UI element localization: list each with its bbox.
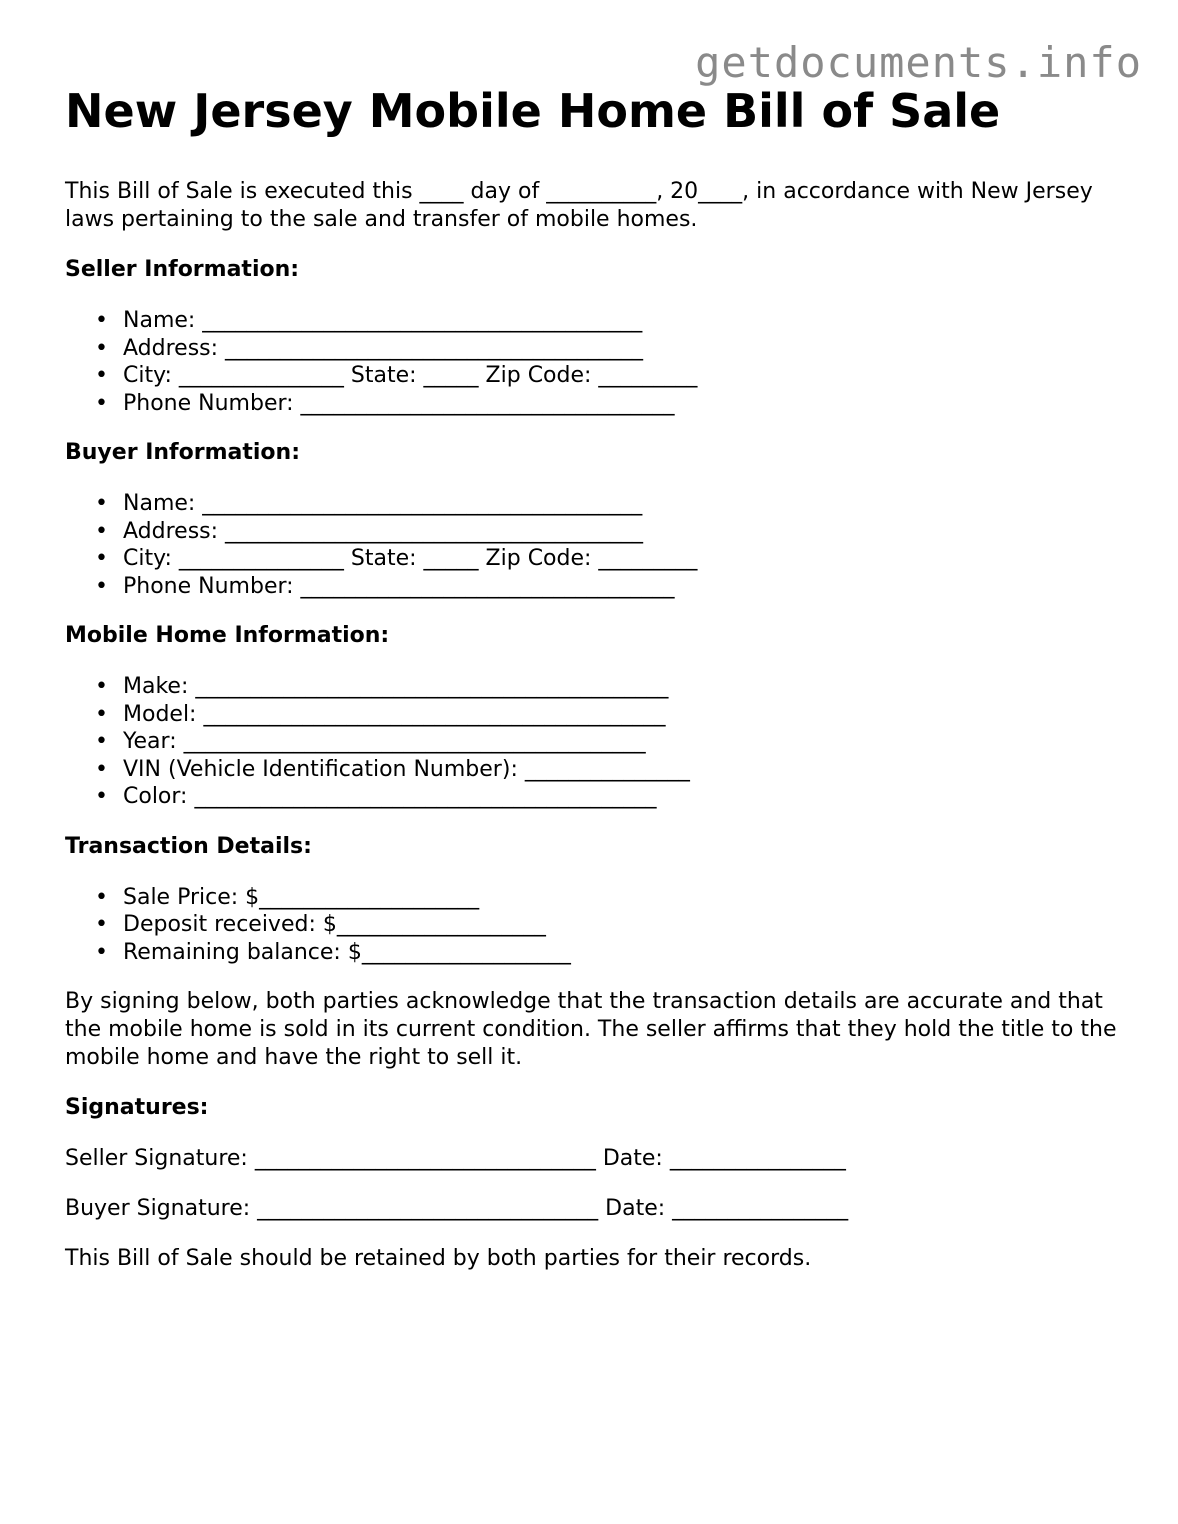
seller-signature-line: Seller Signature: _______________________________ Date: ________________ [65,1146,846,1171]
buyer-information-list [65,490,1125,600]
mobile-home-make-field: • Make: ___________________________________________ [65,673,1125,701]
watermark: getdocuments.info [695,38,1142,87]
closing-paragraph: This Bill of Sale should be retained by both parties for their records. [65,1246,812,1271]
seller-city-state-zip-field: • City: _______________ State: _____ Zip Code: _________ [65,362,1125,390]
document-title: New Jersey Mobile Home Bill of Sale [65,84,1001,138]
buyer-information-heading: Buyer Information: [65,440,300,465]
seller-phone-field: • Phone Number: __________________________________ [65,390,1125,418]
transaction-details-heading: Transaction Details: [65,833,312,859]
seller-address-field: • Address: ______________________________________ [65,335,1125,363]
remaining-balance-field: • Remaining balance: $___________________ [65,939,1125,967]
seller-information-heading: Seller Information: [65,257,300,282]
mobile-home-year-field: • Year: __________________________________________ [65,728,1125,756]
document-page [65,80,1125,1273]
signatures-heading: Signatures: [65,1095,209,1120]
sale-price-field: • Sale Price: $____________________ [65,884,1125,912]
mobile-home-color-field: • Color: __________________________________________ [65,783,1125,811]
buyer-signature-line: Buyer Signature: _______________________________ Date: ________________ [65,1196,849,1221]
intro-paragraph: This Bill of Sale is executed this ____ day of __________, 20____, in accordance with New Jersey laws pertaining to the sale and transfer of mobile homes. [65,179,1093,232]
buyer-city-state-zip-field: • City: _______________ State: _____ Zip Code: _________ [65,545,1125,573]
mobile-home-information-list [65,673,1125,811]
buyer-phone-field: • Phone Number: __________________________________ [65,573,1125,601]
mobile-home-model-field: • Model: __________________________________________ [65,701,1125,729]
transaction-details-list [65,884,1125,967]
acknowledgement-paragraph: By signing below, both parties acknowledge that the transaction details are accurate and that the mobile home is sold in its current condition. The seller affirms that they hold the title to the mobile home and have the right to sell it. [65,989,1117,1070]
seller-name-field: • Name: ________________________________________ [65,307,1125,335]
mobile-home-information-heading: Mobile Home Information: [65,623,390,648]
seller-information-list [65,307,1125,417]
buyer-address-field: • Address: ______________________________________ [65,518,1125,546]
buyer-name-field: • Name: ________________________________________ [65,490,1125,518]
mobile-home-vin-field: • VIN (Vehicle Identification Number): _______________ [65,756,1125,784]
deposit-received-field: • Deposit received: $___________________ [65,911,1125,939]
